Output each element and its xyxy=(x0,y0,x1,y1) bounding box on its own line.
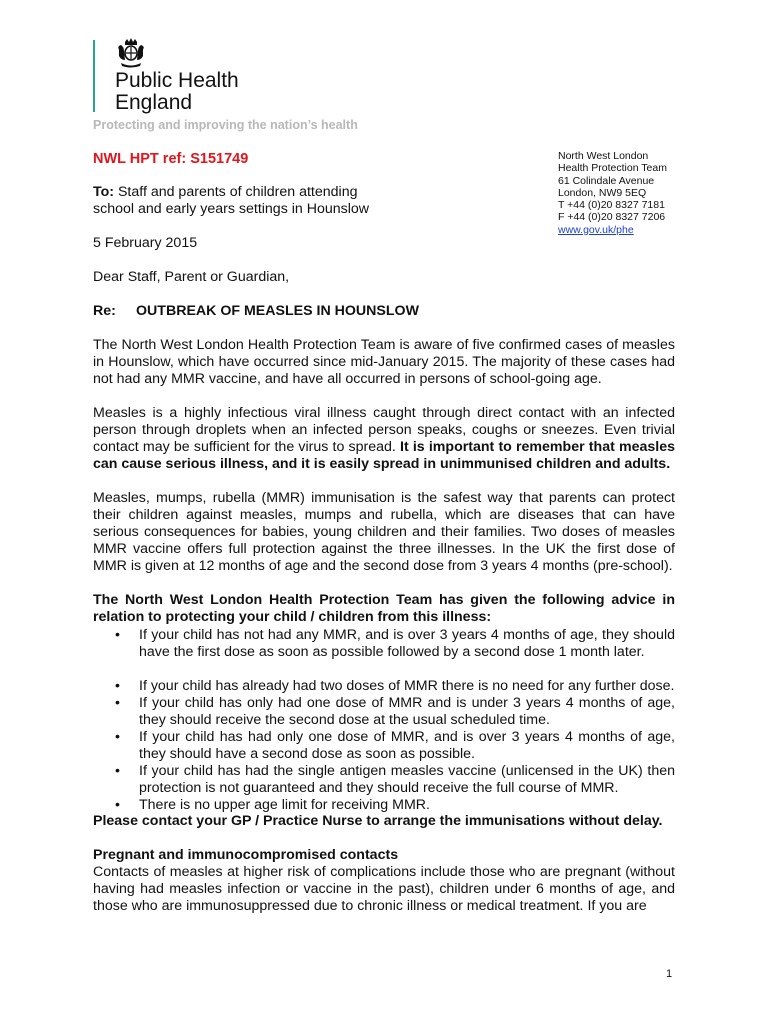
list-item-text: There is no upper age limit for receiving MMR. xyxy=(139,797,430,813)
re-label: Re: xyxy=(93,303,116,319)
fax-number: F +44 (0)20 8327 7206 xyxy=(558,211,666,224)
subject-text: OUTBREAK OF MEASLES IN HOUNSLOW xyxy=(136,303,419,319)
bullet-icon: • xyxy=(115,695,120,711)
contact-instruction: Please contact your GP / Practice Nurse to arrange the immunisations without delay. xyxy=(93,813,663,829)
logo-text xyxy=(115,70,239,114)
reference-number: NWL HPT ref: S151749 xyxy=(93,151,249,167)
address-line: Health Protection Team xyxy=(558,162,667,175)
list-item-text: If your child has already had two doses of MMR there is no need for any further dose. xyxy=(139,678,675,694)
paragraph-measles-info xyxy=(93,405,675,473)
list-item xyxy=(93,729,675,763)
advice-list xyxy=(93,627,675,814)
list-item xyxy=(93,678,675,695)
paragraph-mmr: Measles, mumps, rubella (MMR) immunisation is the safest way that parents can protect their children against measles, mumps and rubella, which are diseases that can have serious consequences for babies, young children and their families. Two doses of measles MMR vaccine offers full protection against the three illnesses. In the UK the first dose of MMR is given at 12 months of age and the second dose from 3 years 4 months (pre-school). xyxy=(93,490,675,574)
logo-accent-bar xyxy=(93,40,95,112)
bullet-icon: • xyxy=(115,797,120,813)
list-item xyxy=(93,763,675,797)
section-heading: Pregnant and immunocompromised contacts xyxy=(93,847,399,863)
page-number: 1 xyxy=(666,968,673,980)
paragraph-emphasis: It is important to remember that measles can cause serious illness, and it is easily spread in unimmunised children and adults. xyxy=(93,439,675,472)
list-item xyxy=(93,797,675,814)
subject-line xyxy=(93,303,675,320)
recipient-text: Staff and parents of children attending school and early years settings in Hounslow xyxy=(93,184,370,217)
list-item-text: If your child has only had one dose of MMR and is under 3 years 4 months of age, they should receive the second dose at the usual scheduled time. xyxy=(139,695,675,728)
logo-text-line1: Public Health xyxy=(115,69,239,92)
list-item-text: If your child has not had any MMR, and is over 3 years 4 months of age, they should have the first dose as soon as possible followed by a second dose 1 month later. xyxy=(139,627,675,660)
bullet-icon: • xyxy=(115,763,120,779)
paragraph-outbreak: The North West London Health Protection Team is aware of five confirmed cases of measles in Hounslow, which have occurred since mid-January 2015. The majority of these cases had not had any MMR vaccine, and have all occurred in persons of school-going age. xyxy=(93,337,675,387)
letter-date: 5 February 2015 xyxy=(93,235,198,251)
list-item-text: If your child has had only one dose of MMR, and is over 3 years 4 months of age, they should have a second dose as soon as possible. xyxy=(139,729,675,762)
salutation: Dear Staff, Parent or Guardian, xyxy=(93,269,290,285)
bullet-icon: • xyxy=(115,678,120,694)
recipient-line xyxy=(93,184,393,218)
address-line: London, NW9 5EQ xyxy=(558,186,647,199)
paragraph-advice-intro: The North West London Health Protection Team has given the following advice in relation to protecting your child / children from this illness: xyxy=(93,592,675,625)
list-item xyxy=(93,627,675,661)
list-item xyxy=(93,695,675,729)
website-link[interactable]: www.gov.uk/phe xyxy=(558,223,634,236)
logo-text-line2: England xyxy=(115,91,193,114)
to-label: To: xyxy=(93,184,115,200)
royal-crest-icon xyxy=(115,38,147,68)
bullet-icon: • xyxy=(115,627,120,643)
address-block xyxy=(558,150,667,236)
list-item-text: If your child has had the single antigen measles vaccine (unlicensed in the UK) then protection is not guaranteed and they should receive the full course of MMR. xyxy=(139,763,675,796)
phone-number: T +44 (0)20 8327 7181 xyxy=(558,199,665,212)
paragraph-text: Measles is a highly infectious viral illness caught through direct contact with an infected person through droplets when an infected person speaks, coughs or sneezes. Even trivial contact may be sufficient for the virus to spread. xyxy=(93,405,675,455)
tagline: Protecting and improving the nation’s health xyxy=(93,118,358,132)
address-line: North West London xyxy=(558,150,649,162)
address-line: 61 Colindale Avenue xyxy=(558,174,655,187)
bullet-icon: • xyxy=(115,729,120,745)
paragraph-pregnant-contacts: Contacts of measles at higher risk of complications include those who are pregnant (without having had measles infection or vaccine in the past), children under 6 months of age, and those who are immunosuppressed due to chronic illness or medical treatment. If you are xyxy=(93,864,675,914)
